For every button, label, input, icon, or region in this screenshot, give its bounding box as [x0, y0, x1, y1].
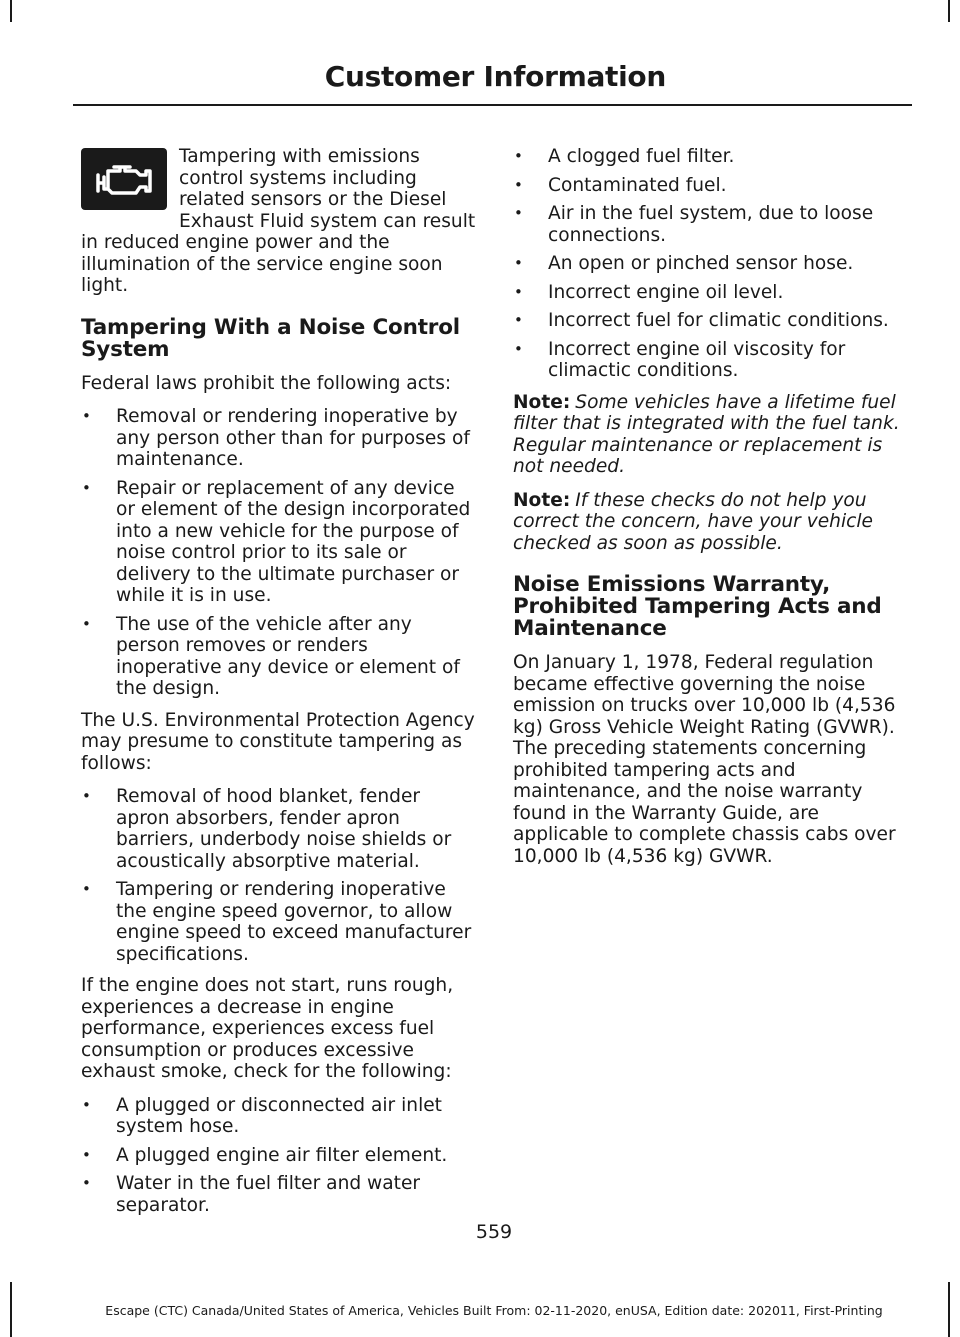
list-item: • The use of the vehicle after any person removes or renders inoperative any device or element of the design. — [81, 614, 477, 700]
list-item: • Water in the fuel filter and water separator. — [81, 1173, 477, 1216]
footer-text: Escape (CTC) Canada/United States of America, Vehicles Built From: 02-11-2020, enUSA, Edition date: 202011, First-Printing — [105, 1303, 883, 1318]
check-engine-icon — [81, 148, 167, 210]
fuel-filter-note — [513, 392, 910, 478]
list-item: • Contaminated fuel. — [513, 175, 910, 197]
page-number: 559 — [475, 1221, 513, 1243]
crop-mark-top-right — [948, 0, 950, 22]
list-item: • Air in the fuel system, due to loose connections. — [513, 203, 910, 246]
emissions-tampering-paragraph — [81, 146, 477, 297]
note-label: Note: — [513, 489, 571, 511]
epa-intro: The U.S. Environmental Protection Agency may presume to constitute tampering as follows: — [81, 709, 475, 774]
list-item: • Incorrect engine oil viscosity for climactic conditions. — [513, 339, 910, 382]
engine-checks-list-continued — [513, 146, 910, 382]
crop-mark-top-left — [10, 0, 12, 22]
federal-laws-list — [81, 406, 477, 700]
noise-warranty-paragraph: On January 1, 1978, Federal regulation became effective governing the noise emission on trucks over 10,000 lb (4,536 kg) Gross Vehicle Weight Rating (GVWR). The preceding statements concerning prohibited tampering acts and maintenance, and the noise warranty found in the Warranty Guide, are applicable to complete chassis cabs over 10,000 lb (4,536 kg) GVWR. — [513, 652, 896, 867]
list-item: • A clogged fuel filter. — [513, 146, 910, 168]
note-text: If these checks do not help you correct the concern, have your vehicle checked as soon as possible. — [513, 489, 873, 554]
list-item: • Incorrect fuel for climatic conditions. — [513, 310, 910, 332]
header-divider — [73, 104, 912, 106]
list-item: • Removal of hood blanket, fender apron absorbers, fender apron barriers, underbody noise shields or acoustically absorptive material. — [81, 786, 477, 872]
emissions-tampering-text: Tampering with emissions control systems including related sensors or the Diesel Exhaust Fluid system can result in reduced engine power and the illumination of the service engine soon light. — [81, 146, 476, 296]
engine-checks-intro: If the engine does not start, runs rough, experiences a decrease in engine performance, experiences excess fuel consumption or produces excessive exhaust smoke, check for the following: — [81, 975, 454, 1082]
epa-list — [81, 786, 477, 965]
note-label: Note: — [513, 391, 571, 413]
noise-control-heading: Tampering With a Noise Control System — [81, 314, 460, 362]
right-column — [513, 146, 910, 879]
list-item: • A plugged or disconnected air inlet system hose. — [81, 1095, 477, 1138]
page-title: Customer Information — [324, 60, 666, 93]
list-item: • A plugged engine air filter element. — [81, 1145, 477, 1167]
list-item: • Incorrect engine oil level. — [513, 282, 910, 304]
note-text: Some vehicles have a lifetime fuel filter that is integrated with the fuel tank. Regular maintenance or replacement is not needed. — [513, 391, 900, 477]
list-item: • Tampering or rendering inoperative the engine speed governor, to allow engine speed to exceed manufacturer specifications. — [81, 879, 477, 965]
list-item: • An open or pinched sensor hose. — [513, 253, 910, 275]
federal-laws-intro: Federal laws prohibit the following acts: — [81, 372, 452, 394]
engine-checks-list — [81, 1095, 477, 1217]
noise-warranty-heading: Noise Emissions Warranty, Prohibited Tampering Acts and Maintenance — [513, 572, 882, 641]
checks-note — [513, 490, 910, 555]
list-item: • Repair or replacement of any device or element of the design incorporated into a new vehicle for the purpose of noise control prior to its sale or delivery to the ultimate purchaser or while it is in use. — [81, 478, 477, 607]
list-item: • Removal or rendering inoperative by any person other than for purposes of maintenance. — [81, 406, 477, 471]
left-column — [81, 146, 477, 1226]
